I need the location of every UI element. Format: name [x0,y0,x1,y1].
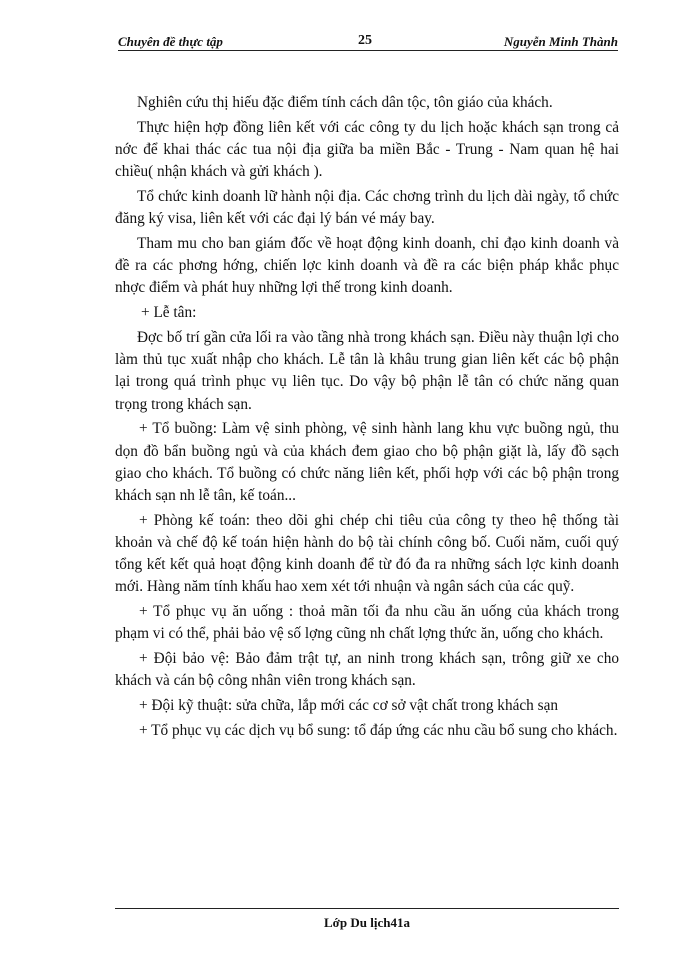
page-header [118,30,618,51]
paragraph-le-tan: Đợc bố trí gần cửa lối ra vào tầng nhà trong khách sạn. Điều này thuận lợi cho làm thủ tục xuất nhập cho khách. Lễ tân là khâu trung gian liên kết các bộ phận lại trong quá trình phục vụ liên tục. Do vậy bộ phận lễ tân có chức năng quan trọng trong khách sạn. [115,329,619,413]
paragraph-2: Thực hiện hợp đồng liên kết với các công ty du lịch hoặc khách sạn trong cả nớc để khai thác các tua nội địa giữa ba miền Bắc - Trung - Nam quan hệ hai chiều( nhận khách và gửi khách ). [115,118,619,181]
header-document-title: Chuyên đề thực tập [118,34,223,49]
paragraph-1: Nghiên cứu thị hiếu đặc điểm tính cách dân tộc, tôn giáo của khách. [137,94,553,111]
paragraph-3: Tổ chức kinh doanh lữ hành nội địa. Các chơng trình du lịch dài ngày, tổ chức đăng ký visa, liên kết với các đại lý bán vé máy bay. [115,188,619,228]
page-footer [115,908,619,931]
footer-class-name: Lớp Du lịch41a [324,915,410,930]
paragraph-dich-vu-bo-sung: + Tổ phục vụ các dịch vụ bổ sung: tổ đáp ứng các nhu cầu bổ sung cho khách. [139,722,618,740]
paragraph-to-phuc-vu-an-uong: + Tổ phục vụ ăn uống : thoả mãn tối đa nhu cầu ăn uống của khách trong phạm vi có thể, phải bảo vệ số lợng cũng nh chất lợng thức ăn, uống cho khách. [115,603,619,643]
header-page-number: 25 [358,33,372,48]
header-author: Nguyễn Minh Thành [503,34,618,49]
paragraph-doi-ky-thuat: + Đội kỹ thuật: sửa chữa, lắp mới các cơ sở vật chất trong khách sạn [139,697,559,715]
section-heading-le-tan: + Lễ tân: [141,304,197,322]
paragraph-doi-bao-ve: + Đội bảo vệ: Bảo đảm trật tự, an ninh trong khách sạn, trông giữ xe cho khách và cán bộ công nhân viên trong khách sạn. [115,650,619,690]
paragraph-4: Tham mu cho ban giám đốc về hoạt động kinh doanh, chỉ đạo kinh doanh và đề ra các phơng hớng, chiến lợc kinh doanh và đề ra các biện pháp khắc phục nhợc điểm và phát huy những lợi thế trong kinh doanh. [115,235,619,297]
document-body [115,92,619,745]
paragraph-phong-ke-toan: + Phòng kế toán: theo dõi ghi chép chi tiêu của công ty theo hệ thống tài khoản và chế độ kế toán hiện hành do bộ tài chính công bố. Cuối năm, cuối quý tổng kết kết quả hoạt động kinh doanh để từ đó đa ra những sách lợc kinh doanh mới. Hàng năm tính khấu hao xem xét tới nhuận và ngân sách của các quỹ. [115,511,619,596]
paragraph-to-buong: + Tổ buồng: Làm vệ sinh phòng, vệ sinh hành lang khu vực buồng ngủ, thu dọn đồ bẩn buồng ngủ và của khách đem giao cho bộ phận giặt là, lấy đồ sạch giao cho khách. Tổ buồng có chức năng liên kết, phối hợp với các bộ phận trong khách sạn nh lễ tân, kế toán... [115,420,619,505]
